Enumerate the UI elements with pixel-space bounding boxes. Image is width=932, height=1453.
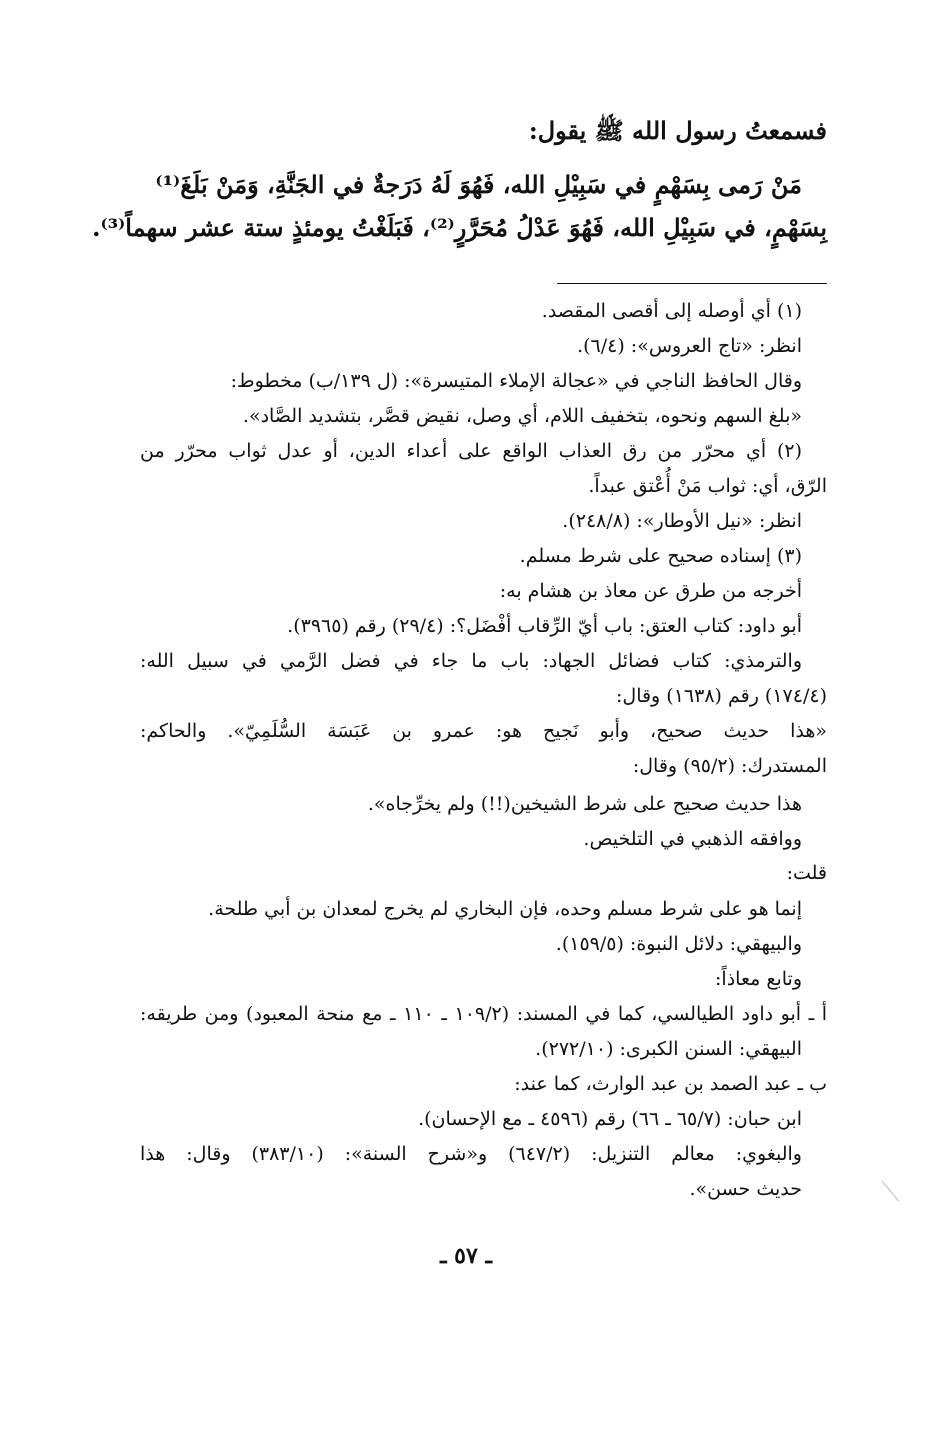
footnote-line: وتابع معاذاً: (715, 968, 802, 990)
footnote-line: (٣) إسناده صحيح على شرط مسلم. (519, 545, 802, 567)
main-line-hadith-2: بِسَهْمٍ، في سَبِيْلِ الله، فَهُوَ عَدْلُ مُحَرَّرٍ⁽²⁾، فَبَلَغْتُ يومئذٍ ستة عشر سهماً⁽³⁾. (92, 213, 827, 242)
main-line-hadith-1: مَنْ رَمى بِسَهْمٍ في سَبِيْلِ الله، فَهُوَ لَهُ دَرَجةٌ في الجَنَّةِ، وَمَنْ بَلَغَ⁽¹⁾ (155, 170, 802, 199)
footnote-line: ووافقه الذهبي في التلخيص. (583, 828, 802, 850)
footnote-separator (557, 283, 827, 284)
footnote-line: حديث حسن». (689, 1178, 802, 1200)
page-number: ـ ٥٧ ـ (440, 1243, 492, 1269)
footnote-line: (١٧٤/٤) رقم (١٦٣٨) وقال: (615, 685, 827, 707)
footnote-line: «بلغ السهم ونحوه، بتخفيف اللام، أي وصل، نقيض قصَّر، بتشديد الصَّاد». (242, 405, 802, 427)
footnote-line: البيهقي: السنن الكبرى: (٢٧٢/١٠). (535, 1038, 802, 1060)
footnote-line: انظر: «تاج العروس»: (٦/٤). (577, 335, 802, 357)
footnote-line: وقال الحافظ الناجي في «عجالة الإملاء المتيسرة»: (ل ١٣٩/ب) مخطوط: (230, 370, 802, 392)
footnote-line: والترمذي: كتاب فضائل الجهاد: باب ما جاء في فضل الرَّمي في سبيل الله: (140, 650, 802, 672)
footnote-line: ابن حبان: (٦٥/٧ ـ ٦٦) رقم (٤٥٩٦ ـ مع الإحسان). (418, 1108, 802, 1130)
footnote-line: أخرجه من طرق عن معاذ بن هشام به: (499, 580, 802, 602)
footnote-line: إنما هو على شرط مسلم وحده، فإن البخاري لم يخرج لمعدان بن أبي طلحة. (208, 898, 802, 920)
footnote-line: المستدرك: (٩٥/٢) وقال: (632, 755, 827, 777)
footnote-line: الرّق، أي: ثواب مَنْ أُعْتق عبداً. (588, 475, 827, 497)
footnote-line: أ ـ أبو داود الطيالسي، كما في المسند: (١٠٩/٢ ـ ١١٠ ـ مع منحة المعبود) ومن طريقه: (140, 1003, 827, 1025)
footnote-line: ب ـ عبد الصمد بن عبد الوارث، كما عند: (514, 1073, 827, 1095)
footnote-line: انظر: «نيل الأوطار»: (٢٤٨/٨). (562, 510, 802, 532)
footnote-line: هذا حديث صحيح على شرط الشيخين(!!) ولم يخرِّجاه». (367, 793, 802, 815)
main-line-intro: فسمعتُ رسول الله ﷺ يقول: (528, 116, 827, 145)
footnote-line: (٢) أي محرّر من رق العذاب الواقع على أعداء الدين، أو عدل ثواب محرّر من (140, 440, 802, 462)
footnote-line: والبيهقي: دلائل النبوة: (١٥٩/٥). (555, 933, 802, 955)
footnote-line: «هذا حديث صحيح، وأبو نَجيح هو: عمرو بن عَبَسَة السُّلَمِيّ». والحاكم: (140, 720, 827, 742)
footnote-line: والبغوي: معالم التنزيل: (٦٤٧/٢) و«شرح السنة»: (٣٨٣/١٠) وقال: هذا (140, 1143, 802, 1165)
footnote-line: أبو داود: كتاب العتق: باب أيّ الرِّقاب أفْضَل؟: (٢٩/٤) رقم (٣٩٦٥). (287, 615, 802, 637)
footnote-line: قلت: (786, 862, 827, 884)
scan-mark (882, 1180, 900, 1201)
footnote-line: (١) أي أوصله إلى أقصى المقصد. (541, 300, 802, 322)
